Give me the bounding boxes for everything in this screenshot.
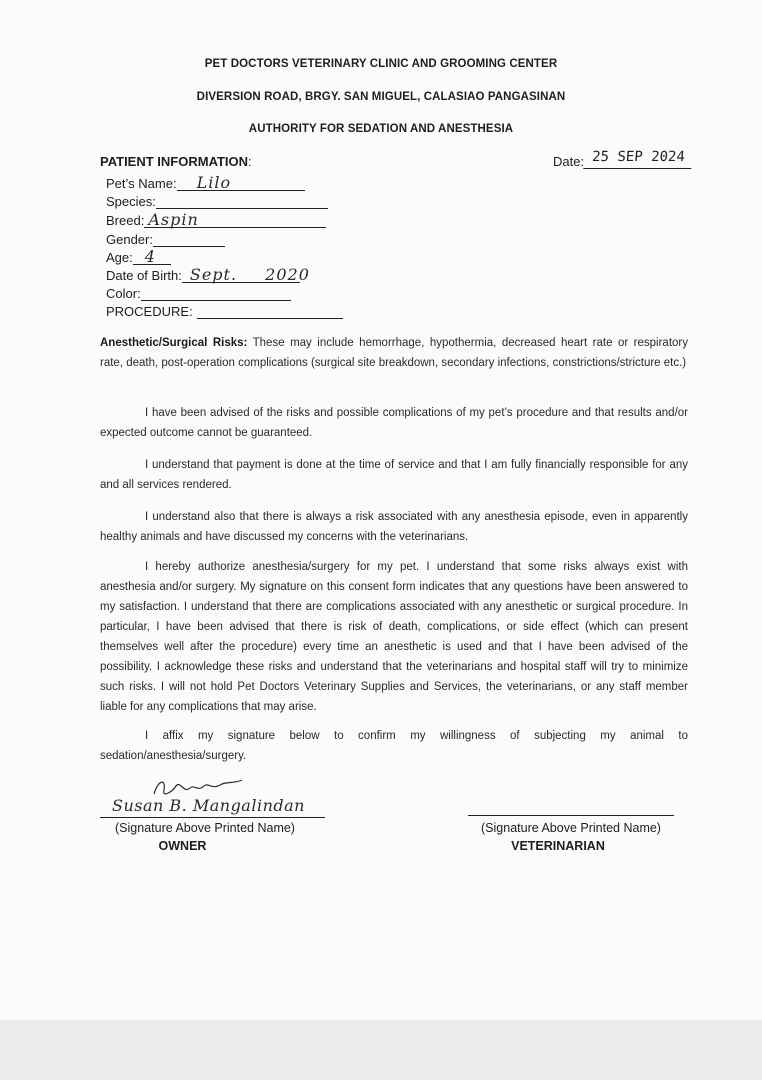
procedure-label: PROCEDURE: xyxy=(106,304,193,319)
age-label: Age: xyxy=(106,250,133,265)
clinic-address: DIVERSION ROAD, BRGY. SAN MIGUEL, CALASIAO PANGASINAN xyxy=(196,91,566,103)
age-value: 4 xyxy=(144,247,156,266)
age-field[interactable] xyxy=(106,248,171,266)
clinic-name: PET DOCTORS VETERINARY CLINIC AND GROOMING CENTER xyxy=(204,58,558,70)
owner-role-label: OWNER xyxy=(158,839,207,853)
pets-name-label: Pet’s Name: xyxy=(106,176,177,191)
dob-label: Date of Birth: xyxy=(106,268,182,283)
species-field[interactable] xyxy=(106,192,328,210)
date-value: 25 SEP 2024 xyxy=(583,148,692,169)
payment-paragraph: I understand that payment is done at the time of service and that I am fully financially responsible for any and all services rendered. xyxy=(100,459,688,491)
gender-field[interactable] xyxy=(106,230,225,248)
advised-paragraph: I have been advised of the risks and possible complications of my pet’s procedure and that results and/or expected outcome cannot be guaranteed. xyxy=(100,407,688,439)
breed-label: Breed: xyxy=(106,213,145,228)
risks-paragraph xyxy=(100,333,688,373)
dob-value: Sept. 2020 xyxy=(189,265,310,284)
breed-value: Aspin xyxy=(148,210,199,229)
color-label: Color: xyxy=(106,286,141,301)
owner-signature-line[interactable] xyxy=(100,817,325,818)
color-field[interactable] xyxy=(106,284,291,302)
patient-info-heading: PATIENT INFORMATION: xyxy=(100,154,252,169)
affix-signature-paragraph: I affix my signature below to confirm my willingness of subjecting my animal to sedation/anesthesia/surgery. xyxy=(100,730,688,762)
date-field[interactable] xyxy=(553,148,692,169)
vet-signature-line[interactable] xyxy=(468,815,674,816)
owner-signature-caption: (Signature Above Printed Name) xyxy=(115,821,295,835)
procedure-field[interactable] xyxy=(106,302,343,320)
dob-field[interactable] xyxy=(106,265,310,284)
pets-name-field[interactable] xyxy=(106,174,305,192)
date-label: Date: xyxy=(553,154,585,169)
pets-name-value: Lilo xyxy=(196,173,232,192)
gender-label: Gender: xyxy=(106,232,153,247)
page-bottom-shadow xyxy=(0,1020,762,1080)
species-label: Species: xyxy=(106,194,156,209)
vet-signature-caption: (Signature Above Printed Name) xyxy=(481,821,661,835)
vet-role-label: VETERINARIAN xyxy=(511,839,605,853)
breed-field[interactable] xyxy=(106,211,326,229)
authorization-paragraph: I hereby authorize anesthesia/surgery for my pet. I understand that some risks always exist with anesthesia and/or surgery. My signature on this consent form indicates that any questions have been answered to my satisfaction. I understand that there are complications associated with any anesthetic or surgical procedure. In particular, I have been advised that there is risk of death, complications, or side effect (which can present themselves well after the procedure) every time an anesthetic is used and that I have been advised of the possibility. I acknowledge these risks and understand that the veterinarians and hospital staff will try to minimize such risks. I will not hold Pet Doctors Veterinary Supplies and Services, the veterinarians, or any staff member liable for any complications that may arise. xyxy=(100,561,688,713)
risks-label: Anesthetic/Surgical Risks: xyxy=(100,337,248,349)
owner-printed-name: Susan B. Mangalindan xyxy=(112,796,305,815)
risk-awareness-paragraph: I understand also that there is always a risk associated with any anesthesia episode, even in apparently healthy animals and have discussed my concerns with the veterinarians. xyxy=(100,511,688,543)
form-title: AUTHORITY FOR SEDATION AND ANESTHESIA xyxy=(248,123,514,135)
risks-text: These may include hemorrhage, hypothermia, decreased heart rate or respiratory rate, death, post-operation complications (surgical site breakdown, secondary infections, constrictions/stricture etc.) xyxy=(100,337,688,369)
